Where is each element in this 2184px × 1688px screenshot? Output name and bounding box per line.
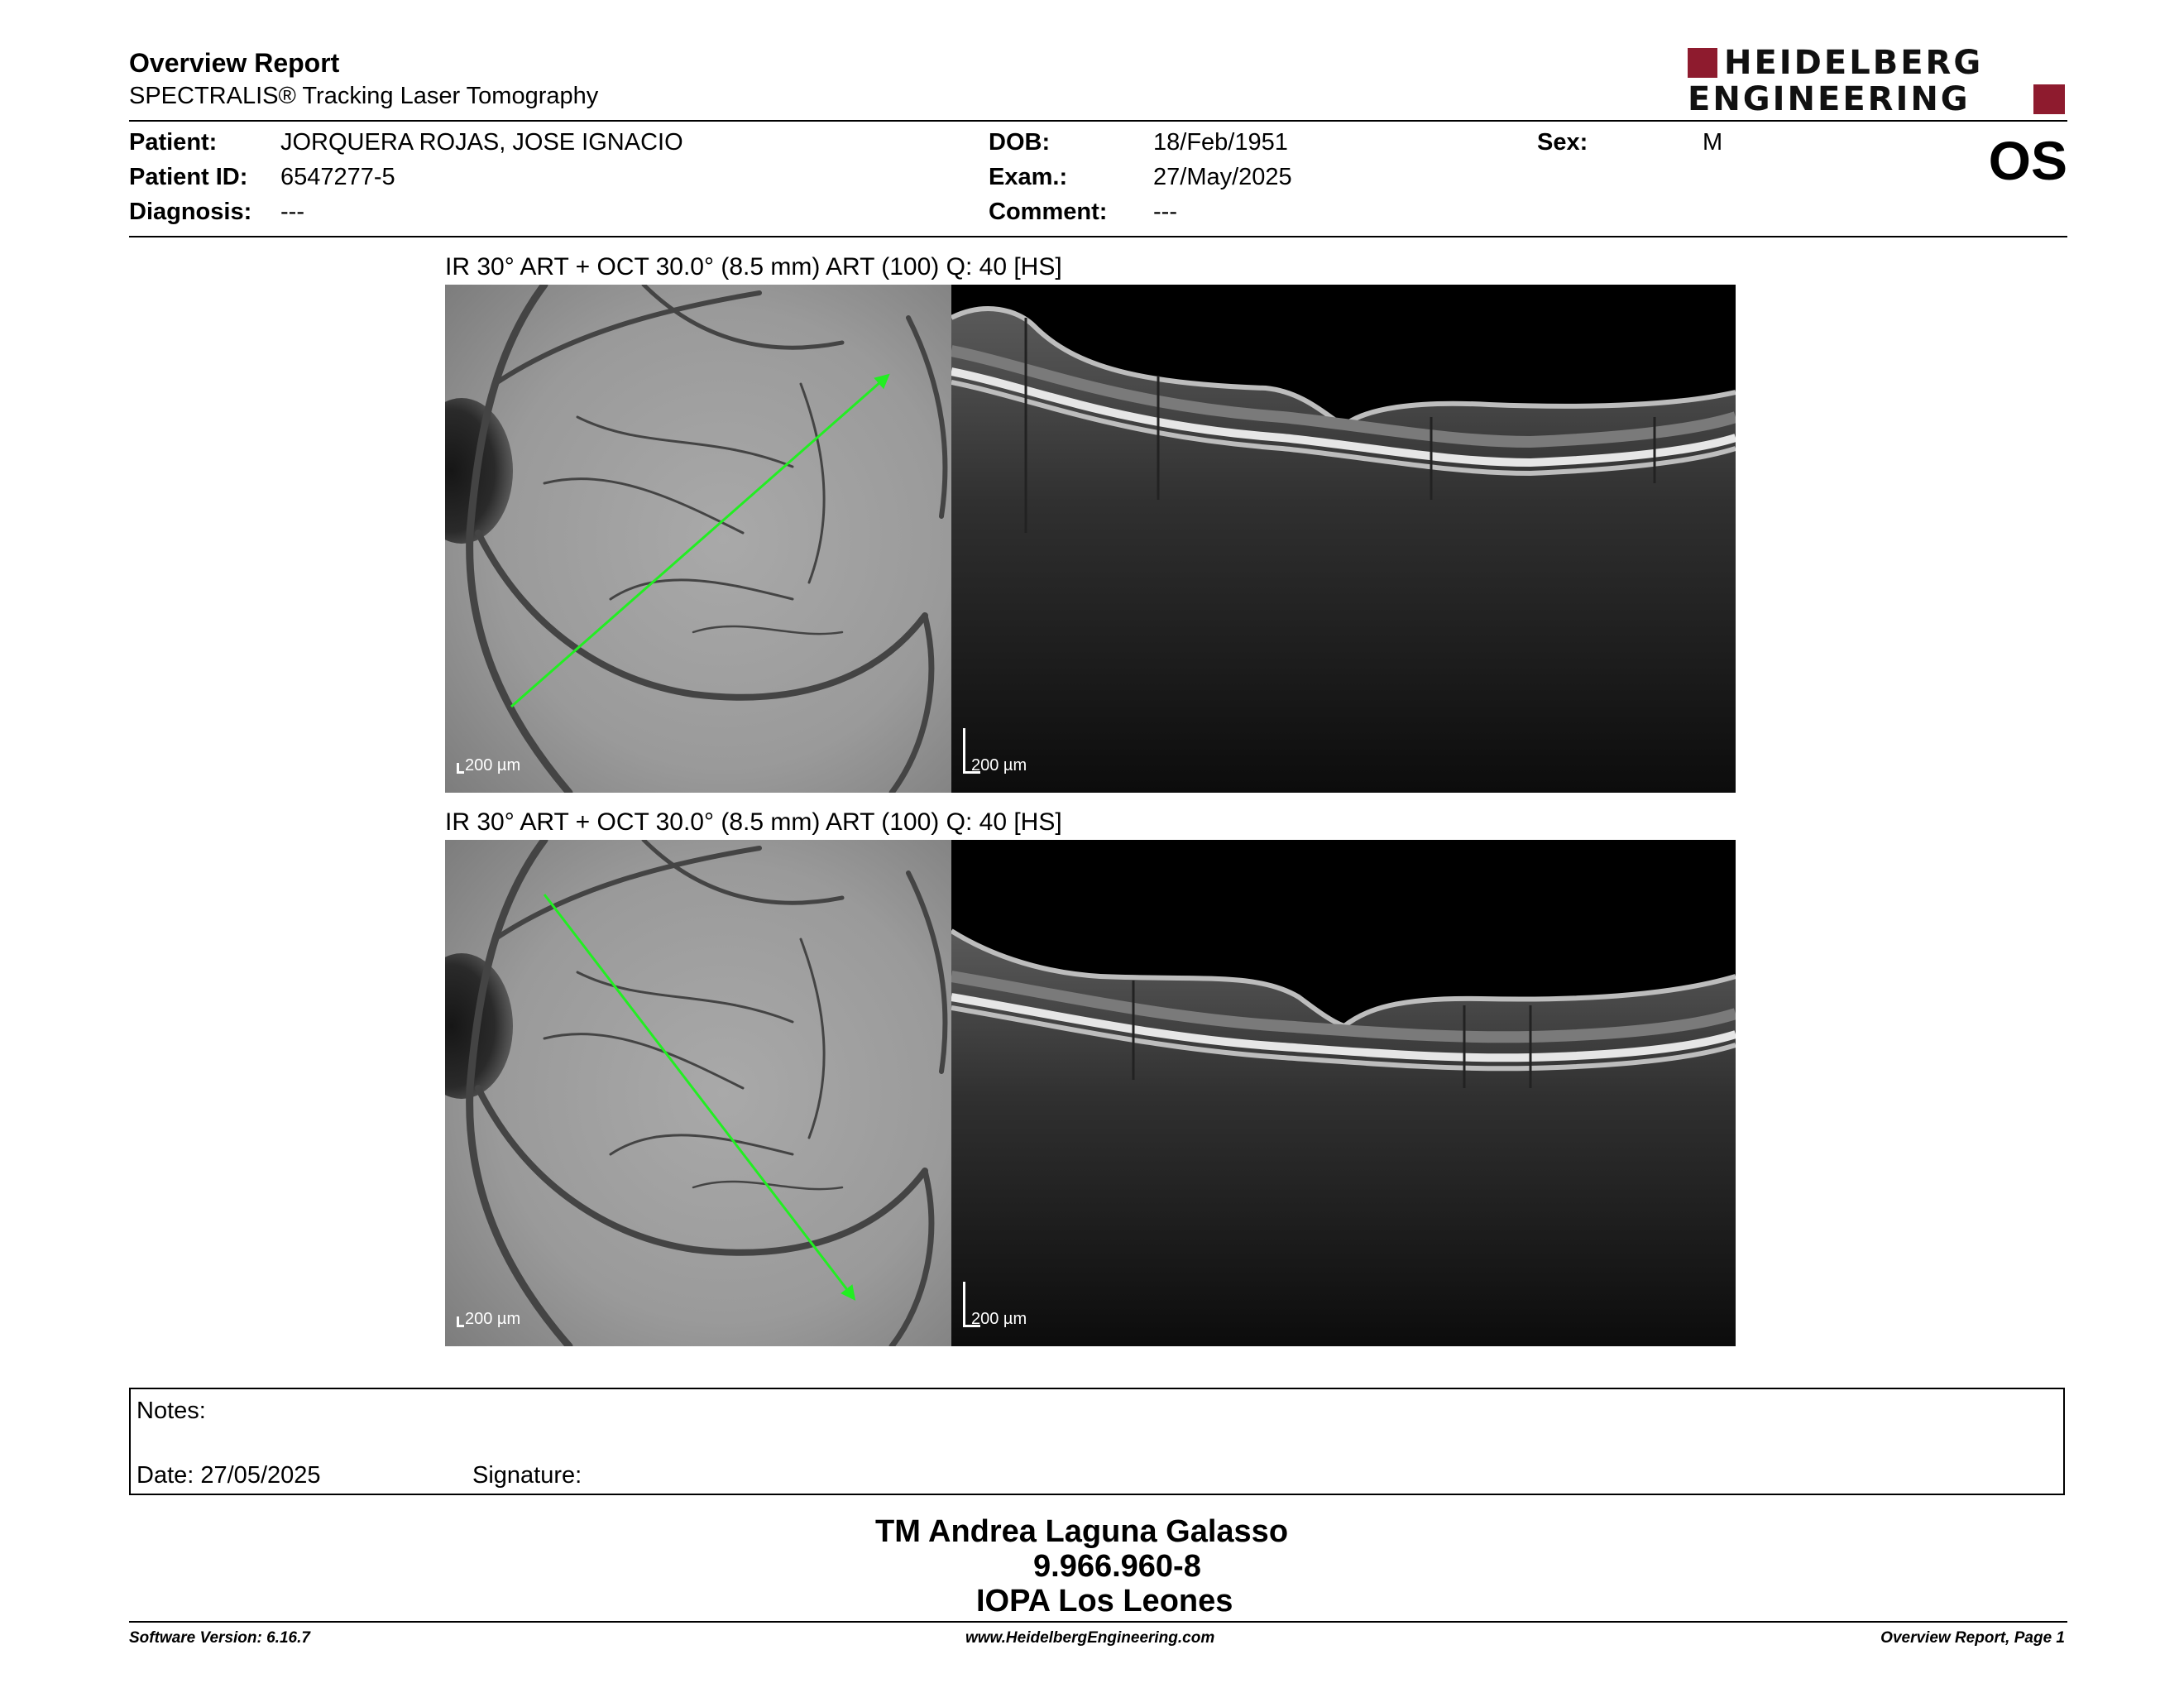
logo-square-bottom bbox=[2033, 84, 2065, 114]
eye-laterality: OS bbox=[1988, 130, 2067, 191]
header-divider bbox=[129, 120, 2067, 122]
dob-value: 18/Feb/1951 bbox=[1153, 129, 1288, 156]
notes-date: Date: 27/05/2025 bbox=[136, 1462, 321, 1489]
heidelberg-logo bbox=[1688, 45, 2068, 117]
signer-name: TM Andrea Laguna Galasso bbox=[875, 1514, 1289, 1549]
ir-scale-bar-1 bbox=[457, 763, 464, 774]
patient-divider bbox=[129, 236, 2067, 237]
patient-id-label: Patient ID: bbox=[129, 164, 248, 190]
ir-fundus-image-1 bbox=[445, 285, 951, 793]
logo-line2: ENGINEERING bbox=[1688, 80, 1971, 118]
ir-fundus-image-2 bbox=[445, 840, 951, 1346]
notes-label: Notes: bbox=[136, 1398, 206, 1424]
oct-bscan-image-1 bbox=[951, 285, 1736, 793]
scan-caption-2: IR 30° ART + OCT 30.0° (8.5 mm) ART (100) Q: 40 [HS] bbox=[445, 808, 1062, 836]
logo-square-top bbox=[1688, 48, 1717, 78]
ir-scale-bar-2 bbox=[457, 1316, 464, 1327]
footer-page-number: Overview Report, Page 1 bbox=[1880, 1629, 2065, 1647]
ir-scale-label-2: 200 µm bbox=[465, 1310, 521, 1328]
report-subtitle: SPECTRALIS® Tracking Laser Tomography bbox=[129, 83, 599, 109]
diagnosis-value: --- bbox=[280, 199, 304, 225]
footer-divider bbox=[129, 1621, 2067, 1623]
notes-box bbox=[129, 1388, 2065, 1495]
patient-value: JORQUERA ROJAS, JOSE IGNACIO bbox=[280, 129, 683, 156]
footer-website[interactable]: www.HeidelbergEngineering.com bbox=[965, 1629, 1215, 1647]
patient-label: Patient: bbox=[129, 129, 218, 156]
sex-value: M bbox=[1703, 129, 1723, 156]
oct-bscan-image-2 bbox=[951, 840, 1736, 1346]
sex-label: Sex: bbox=[1537, 129, 1588, 156]
dob-label: DOB: bbox=[989, 129, 1051, 156]
software-version: Software Version: 6.16.7 bbox=[129, 1629, 310, 1647]
signature-label: Signature: bbox=[472, 1462, 582, 1489]
scan-caption-1: IR 30° ART + OCT 30.0° (8.5 mm) ART (100) Q: 40 [HS] bbox=[445, 253, 1062, 281]
oct-scale-label-1: 200 µm bbox=[971, 756, 1027, 774]
logo-line1: HEIDELBERG bbox=[1724, 44, 1984, 82]
signer-institution: IOPA Los Leones bbox=[976, 1584, 1233, 1618]
patient-id-value: 6547277-5 bbox=[280, 164, 395, 190]
comment-value: --- bbox=[1153, 199, 1177, 225]
ir-scale-label-1: 200 µm bbox=[465, 756, 521, 774]
comment-label: Comment: bbox=[989, 199, 1108, 225]
oct-scale-label-2: 200 µm bbox=[971, 1310, 1027, 1328]
diagnosis-label: Diagnosis: bbox=[129, 199, 252, 225]
signer-id: 9.966.960-8 bbox=[1033, 1549, 1201, 1584]
report-title: Overview Report bbox=[129, 48, 340, 78]
exam-label: Exam.: bbox=[989, 164, 1068, 190]
exam-value: 27/May/2025 bbox=[1153, 164, 1292, 190]
